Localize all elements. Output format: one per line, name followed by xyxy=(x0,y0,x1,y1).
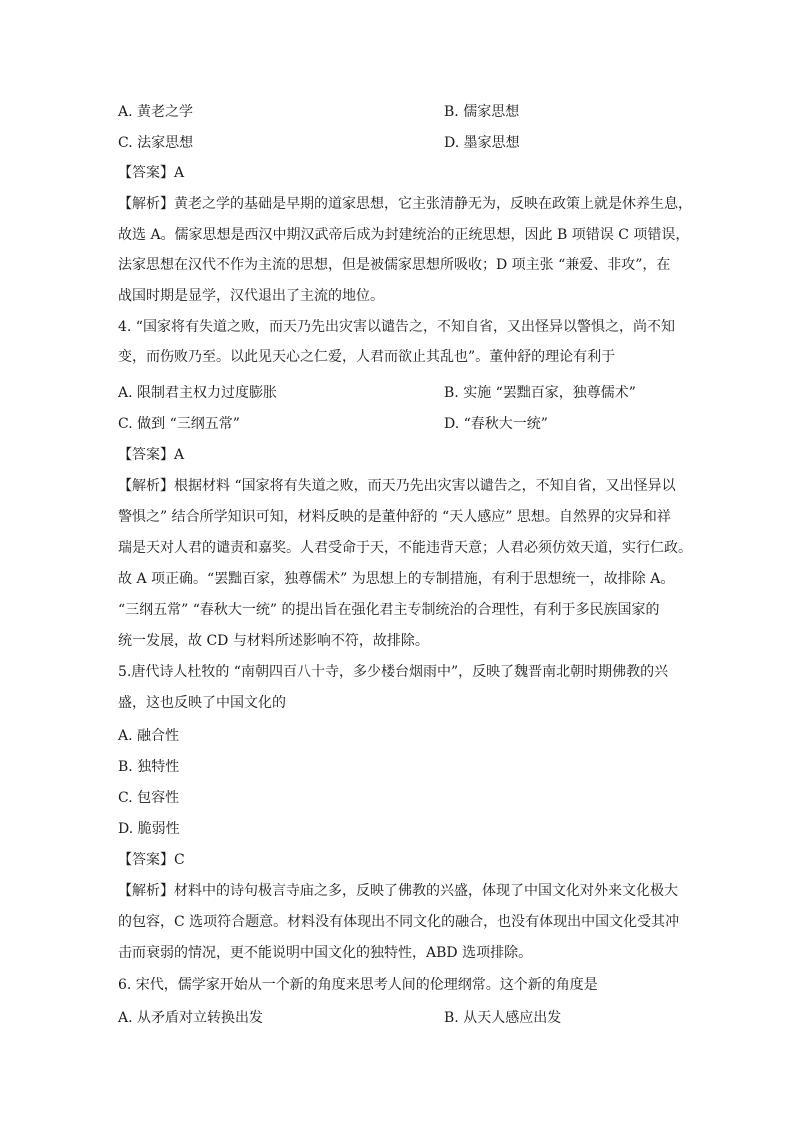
q3-answer: 【答案】A xyxy=(118,165,185,181)
q5-analysis-line: 的包容，C 选项符合题意。材料没有体现出不同文化的融合，也没有体现出中国文化受其冲 xyxy=(118,914,680,930)
q5-option-b: B. 独特性 xyxy=(118,759,180,775)
q4-option-d: D. “春秋大一统” xyxy=(444,416,548,432)
q4-stem-line: 变，而伤败乃至。以此见天心之仁爱，人君而欲止其乱也”。董仲舒的理论有利于 xyxy=(118,349,616,365)
q4-stem-line: 4. “国家将有失道之败，而天乃先出灾害以谴告之，不知自省，又出怪异以警惧之，尚不知 xyxy=(118,319,675,335)
q5-option-a: A. 融合性 xyxy=(118,728,180,744)
q3-analysis-line: 法家思想在汉代不作为主流的思想，但是被儒家思想所吸收；D 项主张 “兼爱、非攻”，在 xyxy=(118,257,671,273)
q4-option-a: A. 限制君主权力过度膨胀 xyxy=(118,385,278,401)
q4-analysis-line: 故 A 项正确。“罢黜百家，独尊儒术” 为思想上的专制措施，有利于思想统一，故排除 A。 xyxy=(118,571,675,587)
q5-stem-line: 盛，这也反映了中国文化的 xyxy=(118,695,286,711)
q3-analysis-line: 战国时期是显学，汉代退出了主流的地位。 xyxy=(118,288,384,304)
q6-option-a: A. 从矛盾对立转换出发 xyxy=(118,1010,264,1026)
q3-option-d: D. 墨家思想 xyxy=(444,135,520,151)
q6-option-b: B. 从天人感应出发 xyxy=(444,1010,562,1026)
q4-option-c: C. 做到 “三纲五常” xyxy=(118,416,240,432)
q5-answer: 【答案】C xyxy=(118,852,185,868)
q5-option-d: D. 脆弱性 xyxy=(118,821,180,837)
q3-option-a: A. 黄老之学 xyxy=(118,104,194,120)
q4-option-b: B. 实施 “罢黜百家，独尊儒术” xyxy=(444,385,636,401)
q3-option-c: C. 法家思想 xyxy=(118,135,194,151)
q4-analysis-line: 统一发展，故 CD 与材料所述影响不符，故排除。 xyxy=(118,633,429,649)
q5-stem-line: 5.唐代诗人杜牧的 “南朝四百八十寺，多少楼台烟雨中”，反映了魏晋南北朝时期佛教的兴 xyxy=(118,664,669,680)
q5-analysis-line: 击而衰弱的情况，更不能说明中国文化的独特性，ABD 选项排除。 xyxy=(118,945,533,961)
q4-analysis-line: 【解析】根据材料 “国家将有失道之败，而天乃先出灾害以谴告之，不知自省，又出怪异以 xyxy=(118,478,676,494)
q3-analysis-line: 【解析】黄老之学的基础是早期的道家思想，它主张清静无为，反映在政策上就是休养生息， xyxy=(118,196,692,212)
q4-analysis-line: 警惧之” 结合所学知识可知，材料反映的是董仲舒的 “天人感应” 思想。自然界的灾异和祥 xyxy=(118,509,671,525)
q5-analysis-line: 【解析】材料中的诗句极言寺庙之多，反映了佛教的兴盛，体现了中国文化对外来文化极大 xyxy=(118,883,678,899)
q4-answer: 【答案】A xyxy=(118,447,185,463)
q4-analysis-line: “三纲五常” “春秋大一统” 的提出旨在强化君主专制统治的合理性，有利于多民族国家的 xyxy=(118,602,660,618)
q6-stem-line: 6. 宋代，儒学家开始从一个新的角度来思考人间的伦理纲常。这个新的角度是 xyxy=(118,977,598,993)
q3-option-b: B. 儒家思想 xyxy=(444,104,520,120)
q4-analysis-line: 瑞是天对人君的谴责和嘉奖。人君受命于天，不能违背天意；人君必须仿效天道，实行仁政。 xyxy=(118,540,692,556)
q3-analysis-line: 故选 A。儒家思想是西汉中期汉武帝后成为封建统治的正统思想，因此 B 项错误 C 项错误， xyxy=(118,227,690,243)
q5-option-c: C. 包容性 xyxy=(118,790,180,806)
